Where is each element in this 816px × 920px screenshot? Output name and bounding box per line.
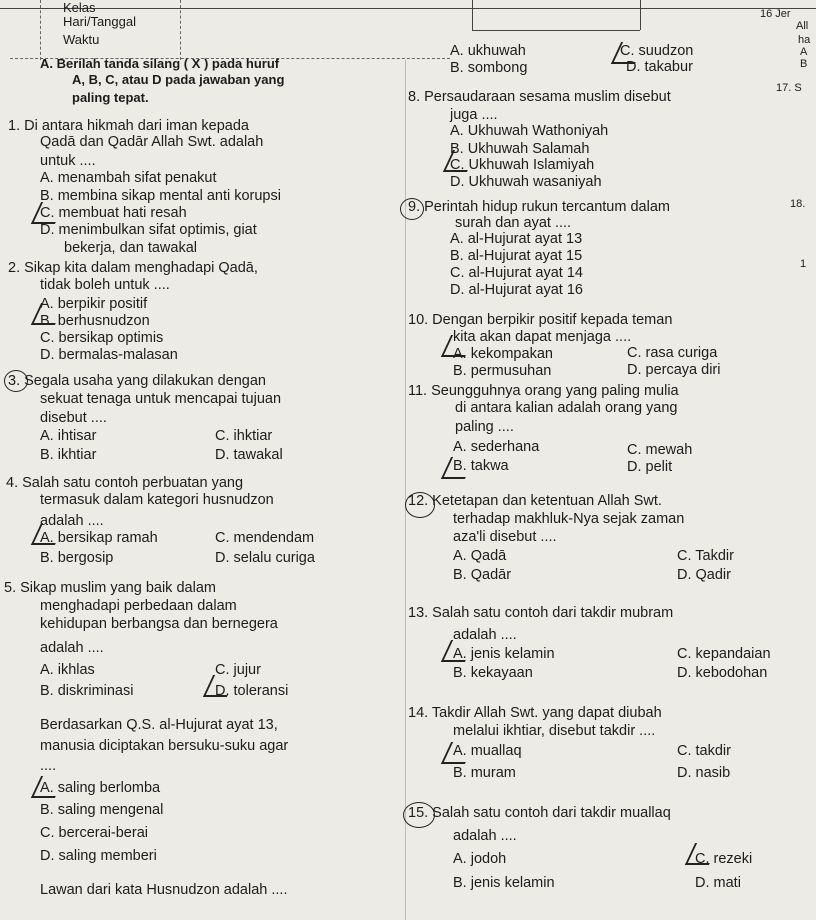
line-q5C: C. jujur <box>215 662 261 678</box>
line-r11b: di antara kalian adalah orang yang <box>455 400 678 416</box>
line-r13b: adalah .... <box>453 627 517 643</box>
line-q3C: C. ihktiar <box>215 428 273 444</box>
line-q5b: menghadapi perbedaan dalam <box>40 598 237 614</box>
line-r8B: B. Ukhuwah Salamah <box>450 141 590 157</box>
line-r7B: B. sombong <box>450 60 528 76</box>
line-r13C: C. kepandaian <box>677 646 771 662</box>
line-r15C: C. rezeki <box>695 851 753 867</box>
line-r14C: C. takdir <box>677 743 731 759</box>
line-q2a: 2. Sikap kita dalam menghadapi Qadā, <box>8 260 258 276</box>
line-r8A: A. Ukhuwah Wathoniyah <box>450 123 609 139</box>
kelas-label: Kelas <box>63 0 96 15</box>
line-r13D: D. kebodohan <box>677 665 768 681</box>
line-q4b: termasuk dalam kategori husnudzon <box>40 492 274 508</box>
circle-mark-9 <box>400 198 424 220</box>
line-r9b: surah dan ayat .... <box>455 215 572 231</box>
header-box-line <box>472 30 640 31</box>
line-r14D: D. nasib <box>677 765 731 781</box>
line-r10A: A. kekompakan <box>453 346 553 362</box>
line-q4C: C. mendendam <box>215 530 315 546</box>
instruction-line-1: A. Berilah tanda silang ( X ) pada huruf <box>40 56 280 71</box>
line-q1D2: bekerja, dan tawakal <box>64 240 197 256</box>
line-q1A: A. menambah sifat penakut <box>40 170 217 186</box>
circle-mark-3 <box>4 370 28 392</box>
fragment-b: B <box>800 58 808 70</box>
header-box-left <box>472 0 473 30</box>
instruction-line-2: A, B, C, atau D pada jawaban yang <box>72 72 285 87</box>
answer-mark-r14 <box>441 742 475 764</box>
line-q3b: sekuat tenaga untuk mencapai tujuan <box>40 391 282 407</box>
line-r9a: 9. Perintah hidup rukun tercantum dalam <box>408 199 670 215</box>
line-q1c: untuk .... <box>40 153 96 169</box>
line-r8a: 8. Persaudaraan sesama muslim disebut <box>408 89 671 105</box>
line-q7a: Lawan dari kata Husnudzon adalah .... <box>40 882 288 898</box>
circle-mark-15 <box>403 802 435 828</box>
line-r11D: D. pelit <box>627 459 673 475</box>
line-q6c: .... <box>40 758 57 774</box>
hari-tanggal-label: Hari/Tanggal <box>63 14 136 29</box>
line-q6B: B. saling mengenal <box>40 802 164 818</box>
line-r12a: 12. Ketetapan dan ketentuan Allah Swt. <box>408 493 662 509</box>
line-r15A: A. jodoh <box>453 851 507 867</box>
waktu-label: Waktu <box>63 32 100 47</box>
line-r7A: A. ukhuwah <box>450 43 526 59</box>
line-r7C: C. suudzon <box>620 43 694 59</box>
line-r9C: C. al-Hujurat ayat 14 <box>450 265 583 281</box>
line-q3B: B. ikhtiar <box>40 447 97 463</box>
line-q3c: disebut .... <box>40 410 107 426</box>
line-q4A: A. bersikap ramah <box>40 530 158 546</box>
line-q2A: A. berpikir positif <box>40 296 148 312</box>
line-q1B: B. membina sikap mental anti korupsi <box>40 188 281 204</box>
line-r8b: juga .... <box>450 107 498 123</box>
line-r10C: C. rasa curiga <box>627 345 718 361</box>
line-r11B: B. takwa <box>453 458 509 474</box>
line-q1C: C. membuat hati resah <box>40 205 187 221</box>
line-q4c: adalah .... <box>40 513 104 529</box>
line-r14a: 14. Takdir Allah Swt. yang dapat diubah <box>408 705 662 721</box>
line-r7D: D. takabur <box>626 59 693 75</box>
line-r12B: B. Qadār <box>453 567 512 583</box>
fragment-18: 18. <box>790 198 806 210</box>
line-r12D: D. Qadir <box>677 567 731 583</box>
instruction-line-3: paling tepat. <box>72 90 149 105</box>
line-r12A: A. Qadā <box>453 548 507 564</box>
header-box-right <box>640 0 641 30</box>
line-q5d: adalah .... <box>40 640 104 656</box>
line-r11c: paling .... <box>455 419 514 435</box>
line-r13A: A. jenis kelamin <box>453 646 555 662</box>
line-r10b: kita akan dapat menjaga .... <box>453 329 632 345</box>
line-q2D: D. bermalas-malasan <box>40 347 178 363</box>
line-q6D: D. saling memberi <box>40 848 157 864</box>
line-q1b: Qadā dan Qadār Allah Swt. adalah <box>40 134 264 150</box>
line-r14b: melalui ikhtiar, disebut takdir .... <box>453 723 656 739</box>
fragment-all: All <box>796 20 809 32</box>
circle-mark-12 <box>405 492 435 518</box>
line-q2C: C. bersikap optimis <box>40 330 164 346</box>
line-q1a: 1. Di antara hikmah dari iman kepada <box>8 118 249 134</box>
header-top-line <box>0 8 816 9</box>
line-q2B: B. berhusnudzon <box>40 313 150 329</box>
line-r15B: B. jenis kelamin <box>453 875 555 891</box>
line-r9A: A. al-Hujurat ayat 13 <box>450 231 583 247</box>
line-q3a: 3. Segala usaha yang dilakukan dengan <box>8 373 266 389</box>
line-q5a: 5. Sikap muslim yang baik dalam <box>4 580 216 596</box>
line-r14B: B. muram <box>453 765 516 781</box>
line-r9D: D. al-Hujurat ayat 16 <box>450 282 583 298</box>
line-r10a: 10. Dengan berpikir positif kepada teman <box>408 312 673 328</box>
line-r8D: D. Ukhuwah wasaniyah <box>450 174 602 190</box>
line-r9B: B. al-Hujurat ayat 15 <box>450 248 583 264</box>
fragment-1: 1 <box>800 258 807 270</box>
line-q6b: manusia diciptakan bersuku-suku agar <box>40 738 289 754</box>
header-divider-colon <box>180 0 181 60</box>
line-r15a: 15. Salah satu contoh dari takdir muallaq <box>408 805 671 821</box>
line-r8C: C. Ukhuwah Islamiyah <box>450 157 595 173</box>
line-q6C: C. bercerai-berai <box>40 825 148 841</box>
line-r12b: terhadap makhluk-Nya sejak zaman <box>453 511 685 527</box>
nilai-fragment: 16 Jer <box>760 8 791 20</box>
line-q4B: B. bergosip <box>40 550 114 566</box>
line-q6a: Berdasarkan Q.S. al-Hujurat ayat 13, <box>40 717 278 733</box>
line-q5D: D. toleransi <box>215 683 289 699</box>
line-r13a: 13. Salah satu contoh dari takdir mubram <box>408 605 674 621</box>
line-q5c: kehidupan berbangsa dan bernegera <box>40 616 278 632</box>
line-r14A: A. muallaq <box>453 743 522 759</box>
line-r10B: B. permusuhan <box>453 363 552 379</box>
header-divider-left <box>40 0 41 60</box>
column-divider <box>405 60 406 920</box>
line-q5A: A. ikhlas <box>40 662 95 678</box>
line-r15b: adalah .... <box>453 828 517 844</box>
line-q3D: D. tawakal <box>215 447 283 463</box>
fragment-a: A <box>800 46 808 58</box>
line-r15D: D. mati <box>695 875 741 891</box>
line-q4a: 4. Salah satu contoh perbuatan yang <box>6 475 244 491</box>
answer-mark-r11 <box>441 457 475 479</box>
line-r11C: C. mewah <box>627 442 693 458</box>
line-q2b: tidak boleh untuk .... <box>40 277 170 293</box>
line-q4D: D. selalu curiga <box>215 550 315 566</box>
line-r11A: A. sederhana <box>453 439 540 455</box>
line-r13B: B. kekayaan <box>453 665 533 681</box>
line-q6A: A. saling berlomba <box>40 780 161 796</box>
line-r12C: C. Takdir <box>677 548 734 564</box>
line-q3A: A. ihtisar <box>40 428 97 444</box>
line-q1D: D. menimbulkan sifat optimis, giat <box>40 222 257 238</box>
line-r11a: 11. Seungguhnya orang yang paling mulia <box>408 383 679 399</box>
line-r10D: D. percaya diri <box>627 362 721 378</box>
fragment-17: 17. S <box>776 82 802 94</box>
line-q5B: B. diskriminasi <box>40 683 134 699</box>
line-r12c: aza'li disebut .... <box>453 529 557 545</box>
fragment-ha: ha <box>798 34 811 46</box>
